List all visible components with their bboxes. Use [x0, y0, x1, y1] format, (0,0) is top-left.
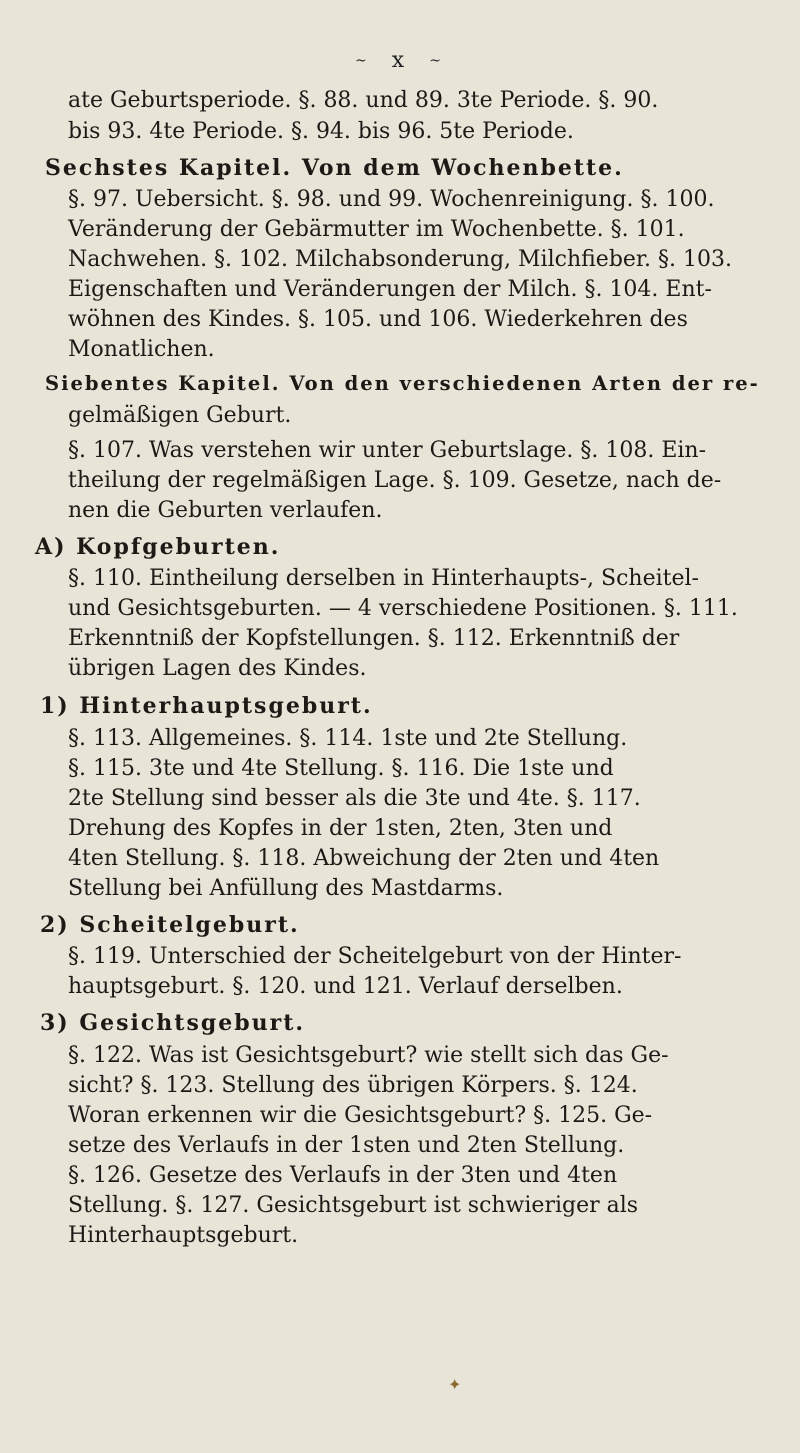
chapter-heading-7: Siebentes Kapitel. Von den verschiedenen Arten der re- [45, 372, 760, 395]
chapter-heading-6: Sechstes Kapitel. Von dem Wochenbette. [45, 155, 624, 181]
text-line: Eigenschaften und Veränderungen der Milch. §. 104. Ent- [68, 277, 712, 302]
text-line: §. 115. 3te und 4te Stellung. §. 116. Die 1ste und [68, 756, 614, 781]
text-line: Stellung bei Anfüllung des Mastdarms. [68, 876, 504, 901]
text-line: Stellung. §. 127. Gesichtsgeburt ist schwieriger als [68, 1193, 639, 1218]
page-header [0, 48, 800, 73]
right-ornament-icon: ~ [429, 53, 445, 69]
section-heading-a: A) Kopfgeburten. [35, 534, 281, 560]
text-line: §. 110. Eintheilung derselben in Hinterhaupts-, Scheitel- [68, 566, 699, 591]
text-line: nen die Geburten verlaufen. [68, 498, 383, 523]
text-line: und Gesichtsgeburten. — 4 verschiedene Positionen. §. 111. [68, 596, 738, 621]
text-line: Hinterhauptsgeburt. [68, 1223, 299, 1248]
text-line: hauptsgeburt. §. 120. und 121. Verlauf derselben. [68, 974, 623, 999]
text-line: bis 93. 4te Periode. §. 94. bis 96. 5te Periode. [68, 119, 574, 144]
subsection-heading-3: 3) Gesichtsgeburt. [40, 1010, 306, 1036]
subsection-heading-1: 1) Hinterhauptsgeburt. [40, 693, 373, 719]
text-line: setze des Verlaufs in der 1sten und 2ten Stellung. [68, 1133, 625, 1158]
page-number: x [391, 48, 409, 73]
text-line: theilung der regelmäßigen Lage. §. 109. Gesetze, nach de- [68, 468, 722, 493]
text-line: Drehung des Kopfes in der 1sten, 2ten, 3ten und [68, 816, 613, 841]
text-line: Woran erkennen wir die Gesichtsgeburt? §. 125. Ge- [68, 1103, 653, 1128]
text-line: Veränderung der Gebärmutter im Wochenbette. §. 101. [68, 217, 685, 242]
text-line: §. 126. Gesetze des Verlaufs in der 3ten und 4ten [68, 1163, 618, 1188]
text-line: wöhnen des Kindes. §. 105. und 106. Wiederkehren des [68, 307, 688, 332]
text-line: sicht? §. 123. Stellung des übrigen Körpers. §. 124. [68, 1073, 638, 1098]
text-line: ate Geburtsperiode. §. 88. und 89. 3te Periode. §. 90. [68, 88, 659, 113]
text-line: 2te Stellung sind besser als die 3te und 4te. §. 117. [68, 786, 641, 811]
text-line: §. 113. Allgemeines. §. 114. 1ste und 2te Stellung. [68, 726, 628, 751]
text-line: Erkenntniß der Kopfstellungen. §. 112. Erkenntniß der [68, 626, 680, 651]
text-line: gelmäßigen Geburt. [68, 403, 292, 428]
left-ornament-icon: ~ [355, 53, 371, 69]
text-line: §. 97. Uebersicht. §. 98. und 99. Wochenreinigung. §. 100. [68, 187, 715, 212]
paper-blemish-icon: ✦ [448, 1375, 462, 1394]
text-line: §. 107. Was verstehen wir unter Geburtslage. §. 108. Ein- [68, 438, 707, 463]
text-line: §. 119. Unterschied der Scheitelgeburt von der Hinter- [68, 944, 682, 969]
text-line: Monatlichen. [68, 337, 215, 362]
text-line: übrigen Lagen des Kindes. [68, 656, 367, 681]
text-line: Nachwehen. §. 102. Milchabsonderung, Milchfieber. §. 103. [68, 247, 732, 272]
text-line: 4ten Stellung. §. 118. Abweichung der 2ten und 4ten [68, 846, 660, 871]
subsection-heading-2: 2) Scheitelgeburt. [40, 912, 300, 938]
text-line: §. 122. Was ist Gesichtsgeburt? wie stellt sich das Ge- [68, 1043, 669, 1068]
